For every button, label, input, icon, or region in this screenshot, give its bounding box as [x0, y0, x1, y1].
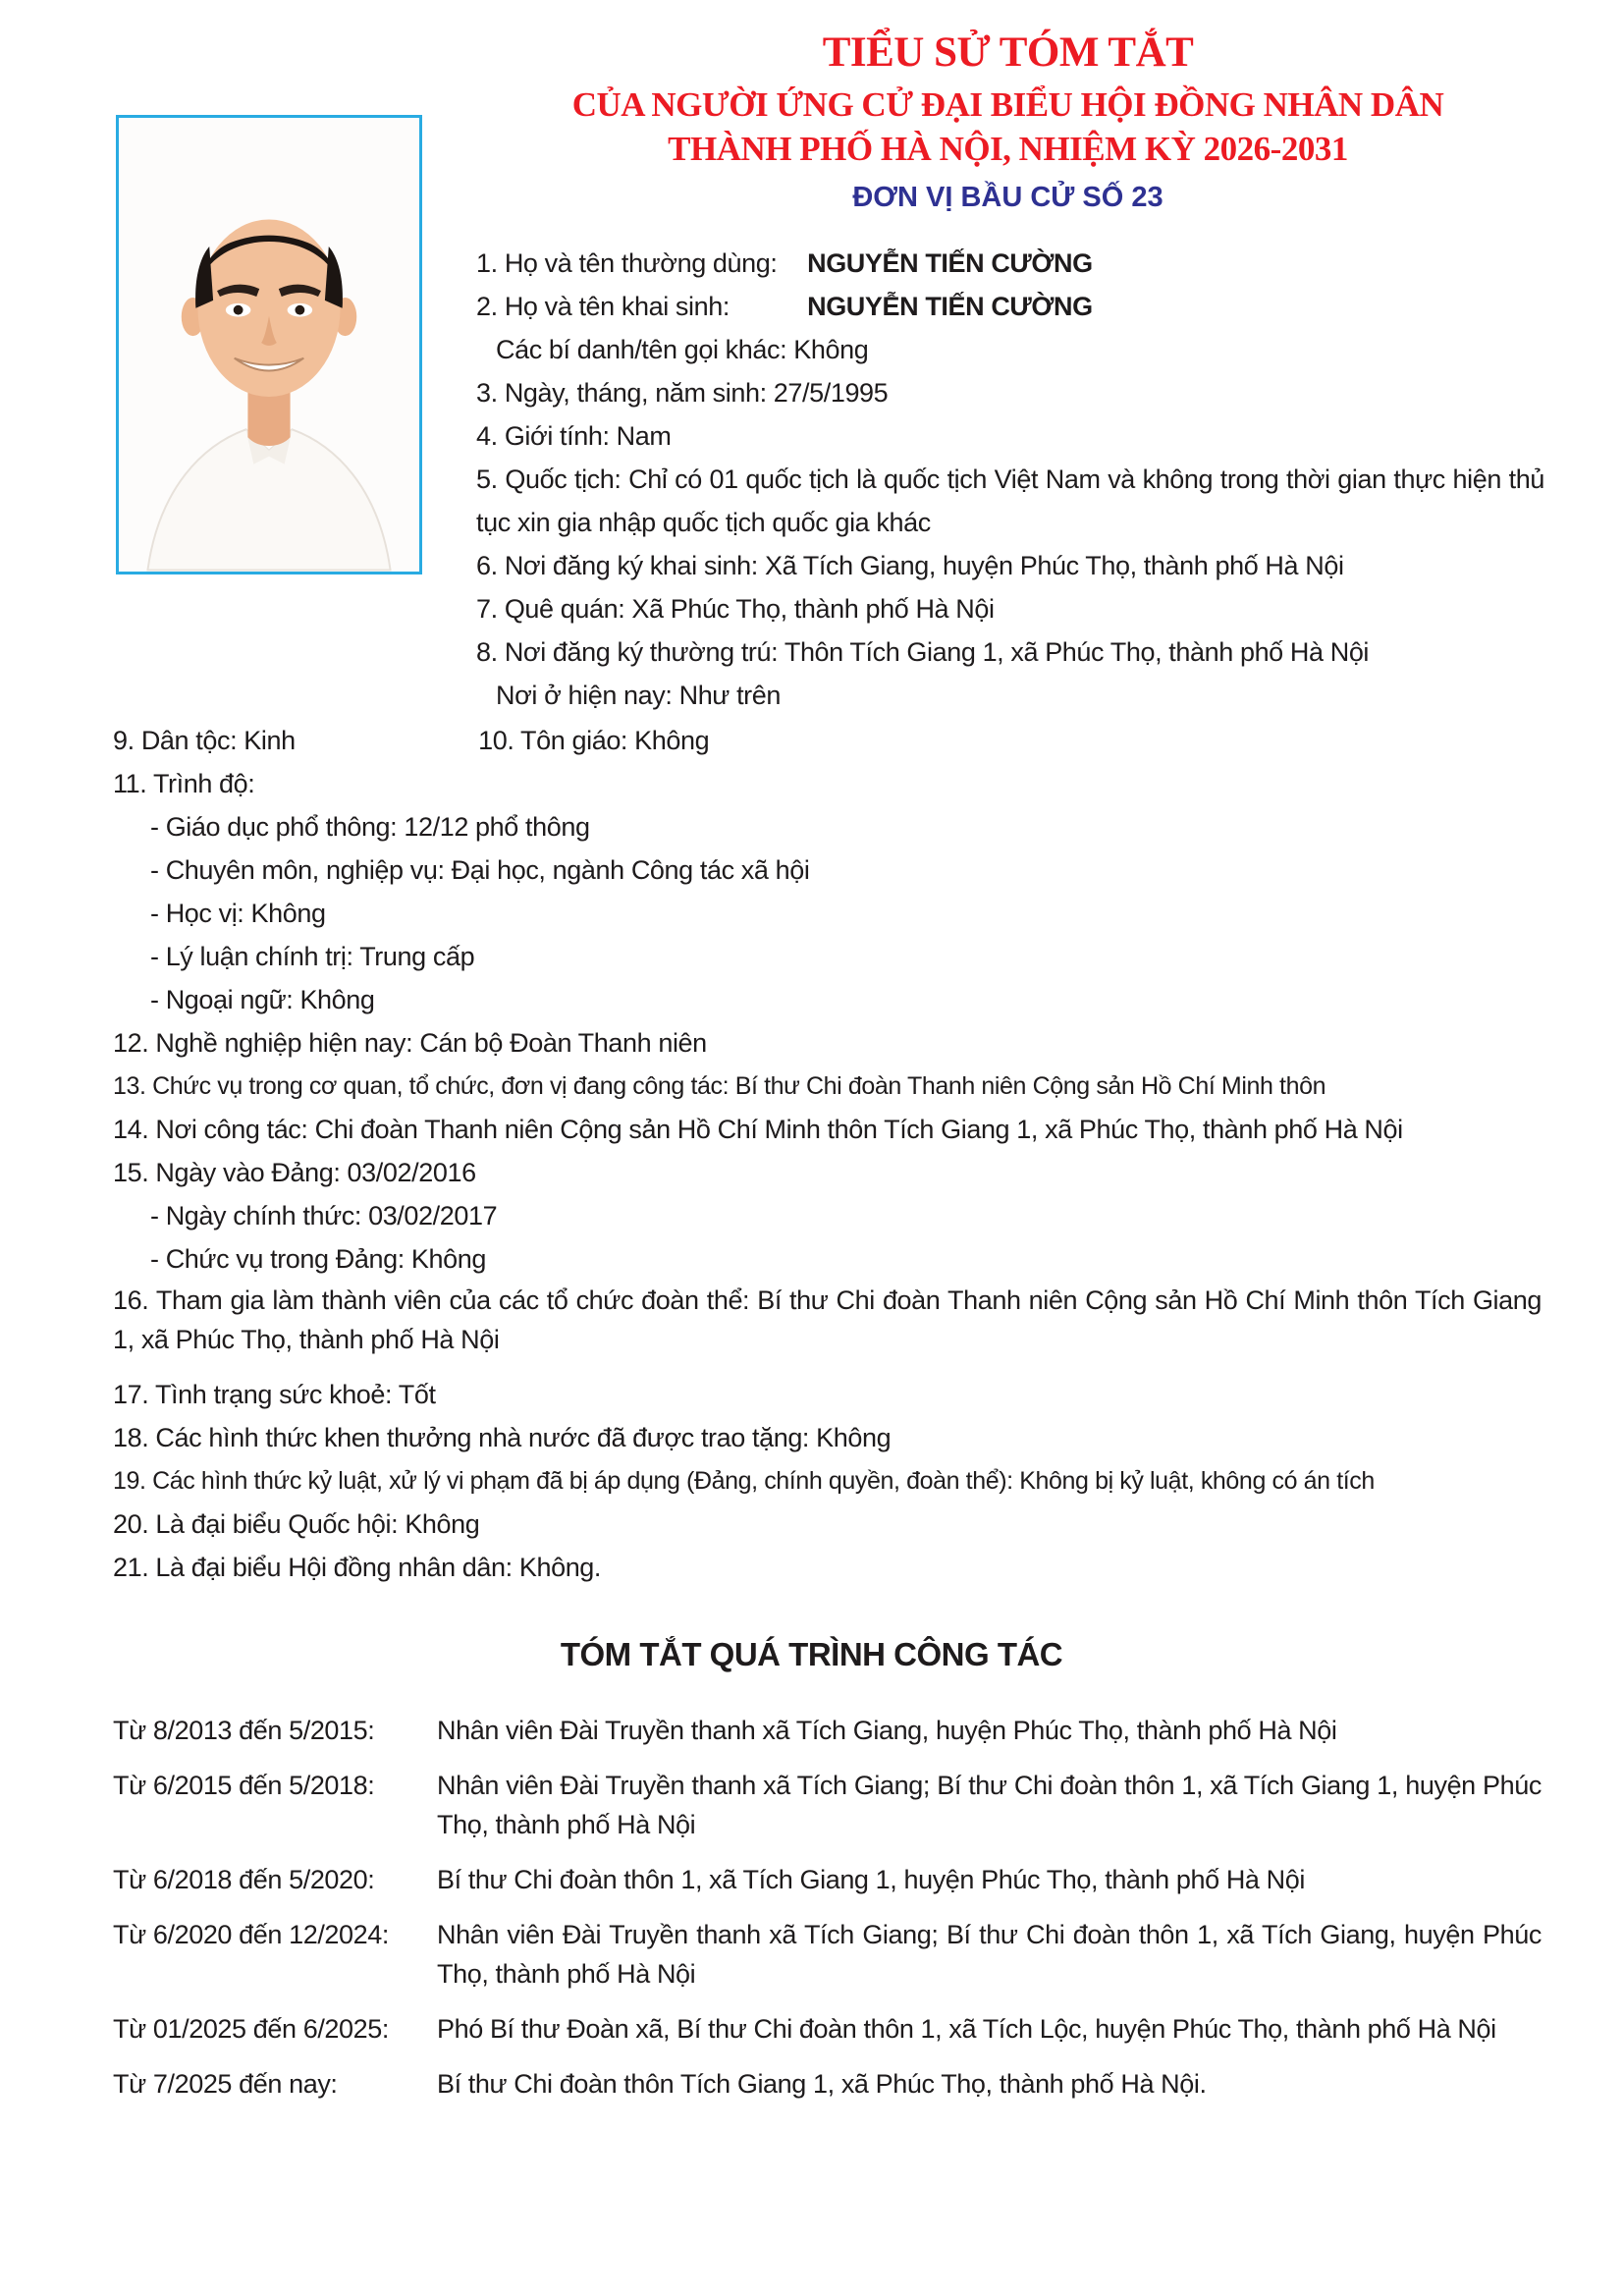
info-item-15: 15. Ngày vào Đảng: 03/02/2016: [113, 1157, 476, 1187]
info-item-9: 9. Dân tộc: Kinh: [113, 725, 296, 755]
candidate-photo: [116, 115, 422, 574]
career-table: [113, 1711, 1542, 2104]
info-item-14: 14. Nơi công tác: Chi đoàn Thanh niên Cộng sản Hồ Chí Minh thôn Tích Giang 1, xã Phúc Thọ, thành phố Hà Nội: [113, 1114, 1403, 1144]
page-title: TIỂU SỬ TÓM TẮT: [822, 29, 1194, 76]
info-education-language: - Ngoại ngữ: Không: [150, 984, 375, 1014]
photo-pupil-left: [234, 305, 243, 315]
career-row: [113, 1766, 1542, 1844]
info-item-4: 4. Giới tính: Nam: [476, 420, 672, 451]
info-item-17: 17. Tình trạng sức khoẻ: Tốt: [113, 1379, 436, 1409]
career-description: Bí thư Chi đoàn thôn Tích Giang 1, xã Phúc Thọ, thành phố Hà Nội.: [437, 2068, 1207, 2099]
info-aliases: Các bí danh/tên gọi khác: Không: [496, 334, 869, 364]
info-item-1-value: NGUYỄN TIẾN CƯỜNG: [807, 247, 1093, 278]
info-item-2-label: 2. Họ và tên khai sinh:: [476, 291, 730, 321]
info-party-position: - Chức vụ trong Đảng: Không: [150, 1243, 486, 1274]
info-item-13: 13. Chức vụ trong cơ quan, tổ chức, đơn vị đang công tác: Bí thư Chi đoàn Thanh niên Cộng sản Hồ Chí Minh thôn: [113, 1071, 1326, 1100]
career-row: [113, 1915, 1542, 1994]
personal-info-full-column: [113, 719, 1542, 1589]
info-item-18: 18. Các hình thức khen thưởng nhà nước đã được trao tặng: Không: [113, 1422, 892, 1452]
career-row: [113, 2009, 1542, 2049]
info-item-2: [476, 285, 1544, 328]
career-description: Nhân viên Đài Truyền thanh xã Tích Giang; Bí thư Chi đoàn thôn 1, xã Tích Giang, huyện Phúc Thọ, thành phố Hà Nội: [437, 1919, 1542, 1989]
career-section-title: TÓM TẮT QUÁ TRÌNH CÔNG TÁC: [560, 1635, 1063, 1672]
career-period: Từ 8/2013 đến 5/2015:: [113, 1715, 375, 1745]
election-unit: ĐƠN VỊ BẦU CỬ SỐ 23: [852, 181, 1163, 213]
info-party-official-date: - Ngày chính thức: 03/02/2017: [150, 1200, 498, 1230]
page-subtitle-line3: THÀNH PHỐ HÀ NỘI, NHIỆM KỲ 2026-2031: [668, 130, 1348, 169]
document-header: [452, 0, 1564, 214]
info-residence: Nơi ở hiện nay: Như trên: [496, 680, 782, 710]
personal-info-right-column: [476, 242, 1544, 717]
career-period: Từ 6/2018 đến 5/2020:: [113, 1864, 375, 1894]
info-education-professional: - Chuyên môn, nghiệp vụ: Đại học, ngành Công tác xã hội: [150, 854, 810, 885]
info-education-general: - Giáo dục phổ thông: 12/12 phổ thông: [150, 811, 590, 842]
info-education-politics: - Lý luận chính trị: Trung cấp: [150, 941, 475, 971]
info-item-6: 6. Nơi đăng ký khai sinh: Xã Tích Giang, huyện Phúc Thọ, thành phố Hà Nội: [476, 550, 1344, 580]
info-item-3: 3. Ngày, tháng, năm sinh: 27/5/1995: [476, 377, 889, 408]
career-description: Bí thư Chi đoàn thôn 1, xã Tích Giang 1, huyện Phúc Thọ, thành phố Hà Nội: [437, 1864, 1305, 1894]
career-description: Nhân viên Đài Truyền thanh xã Tích Giang, huyện Phúc Thọ, thành phố Hà Nội: [437, 1715, 1337, 1745]
info-item-7: 7. Quê quán: Xã Phúc Thọ, thành phố Hà Nội: [476, 593, 995, 624]
career-period: Từ 7/2025 đến nay:: [113, 2068, 338, 2099]
page-subtitle-line2: CỦA NGƯỜI ỨNG CỬ ĐẠI BIỂU HỘI ĐỒNG NHÂN DÂN: [571, 85, 1444, 125]
info-item-10: 10. Tôn giáo: Không: [478, 725, 710, 755]
info-item-16: 16. Tham gia làm thành viên của các tổ chức đoàn thể: Bí thư Chi đoàn Thanh niên Cộng sản Hồ Chí Minh thôn Tích Giang 1, xã Phúc Thọ, thành phố Hà Nội: [113, 1285, 1542, 1354]
photo-pupil-right: [295, 305, 304, 315]
info-item-8: 8. Nơi đăng ký thường trú: Thôn Tích Giang 1, xã Phúc Thọ, thành phố Hà Nội: [476, 636, 1370, 667]
career-description: Nhân viên Đài Truyền thanh xã Tích Giang; Bí thư Chi đoàn thôn 1, xã Tích Giang 1, huyện Phúc Thọ, thành phố Hà Nội: [437, 1770, 1542, 1839]
info-item-21: 21. Là đại biểu Hội đồng nhân dân: Không.: [113, 1552, 602, 1582]
info-item-19: 19. Các hình thức kỷ luật, xử lý vi phạm đã bị áp dụng (Đảng, chính quyền, đoàn thể): Không bị kỷ luật, không có án tích: [113, 1466, 1375, 1495]
career-period: Từ 6/2020 đến 12/2024:: [113, 1919, 390, 1949]
info-item-2-value: NGUYỄN TIẾN CƯỜNG: [807, 291, 1093, 321]
career-row: [113, 1711, 1542, 1750]
career-description: Phó Bí thư Đoàn xã, Bí thư Chi đoàn thôn 1, xã Tích Lộc, huyện Phúc Thọ, thành phố Hà Nội: [437, 2013, 1496, 2044]
career-row: [113, 2064, 1542, 2104]
info-item-20: 20. Là đại biểu Quốc hội: Không: [113, 1508, 480, 1539]
info-item-11: 11. Trình độ:: [113, 768, 255, 798]
info-item-12: 12. Nghề nghiệp hiện nay: Cán bộ Đoàn Thanh niên: [113, 1027, 707, 1058]
info-item-1: [476, 242, 1544, 285]
info-education-degree: - Học vị: Không: [150, 898, 326, 928]
info-item-5: 5. Quốc tịch: Chỉ có 01 quốc tịch là quốc tịch Việt Nam và không trong thời gian thực hiện thủ tục xin gia nhập quốc tịch quốc gia khác: [476, 464, 1544, 537]
career-row: [113, 1860, 1542, 1899]
career-period: Từ 01/2025 đến 6/2025:: [113, 2013, 390, 2044]
candidate-portrait-illustration: [119, 118, 419, 572]
info-item-1-label: 1. Họ và tên thường dùng:: [476, 247, 778, 278]
career-period: Từ 6/2015 đến 5/2018:: [113, 1770, 375, 1800]
info-item-9-10-row: [113, 719, 1542, 762]
